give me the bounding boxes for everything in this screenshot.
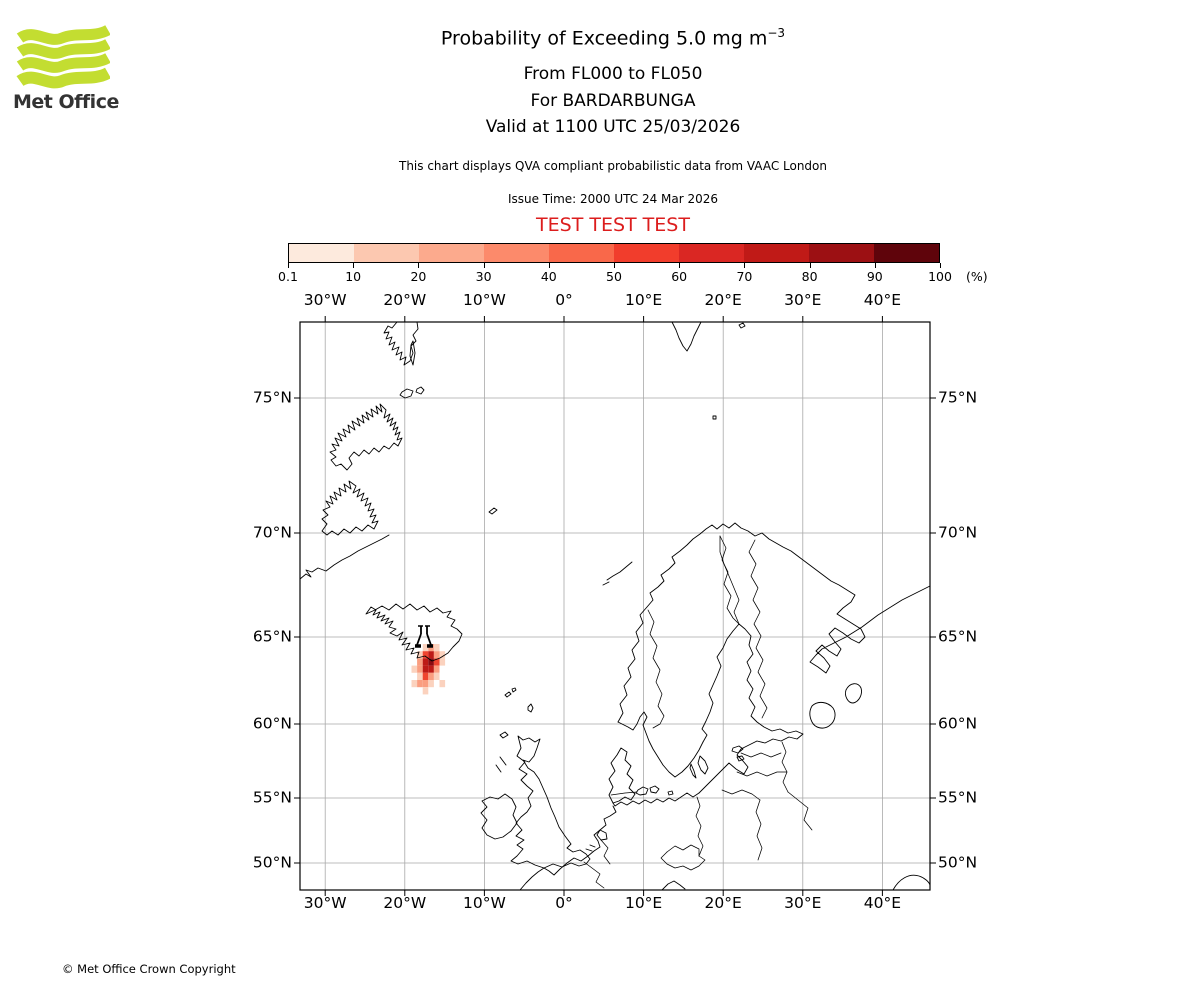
hazard-cells-layer bbox=[412, 644, 446, 694]
hazard-cell bbox=[417, 658, 423, 665]
colorbar-tick-label: 100 bbox=[928, 269, 952, 284]
hazard-cell bbox=[423, 658, 429, 665]
lon-label-top: 40°E bbox=[863, 291, 902, 309]
lat-label-right: 50°N bbox=[938, 853, 978, 872]
colorbar-tick bbox=[744, 263, 745, 268]
hazard-cell bbox=[412, 666, 418, 673]
lat-label-left: 60°N bbox=[252, 714, 292, 733]
graticule-layer bbox=[300, 322, 930, 890]
hazard-cell bbox=[440, 658, 446, 665]
probability-colorbar bbox=[288, 243, 940, 263]
lat-label-right: 60°N bbox=[938, 714, 978, 733]
met-office-logo-text: Met Office bbox=[13, 91, 119, 113]
country-borders-layer bbox=[584, 536, 812, 888]
colorbar-tick-label: 0.1 bbox=[278, 269, 298, 284]
copyright-text: © Met Office Crown Copyright bbox=[62, 962, 236, 976]
colorbar-tick-label: 90 bbox=[866, 269, 883, 284]
colorbar-tick-label: 70 bbox=[736, 269, 753, 284]
hazard-cell bbox=[412, 680, 418, 687]
coastlines-layer bbox=[300, 322, 930, 890]
colorbar-segment bbox=[679, 244, 744, 262]
hazard-cell bbox=[434, 666, 440, 673]
lon-label-top: 20°W bbox=[383, 291, 427, 309]
hazard-cell bbox=[417, 680, 423, 687]
colorbar-segment bbox=[874, 244, 939, 262]
colorbar-segment bbox=[614, 244, 679, 262]
colorbar-tick-label: 20 bbox=[410, 269, 427, 284]
lat-label-right: 75°N bbox=[938, 388, 978, 407]
colorbar-tick bbox=[679, 263, 680, 268]
lon-label-top: 20°E bbox=[704, 291, 742, 309]
hazard-cell bbox=[428, 673, 434, 680]
lon-label-top: 30°W bbox=[303, 291, 347, 309]
hazard-cell bbox=[440, 680, 446, 687]
colorbar-segment bbox=[549, 244, 614, 262]
colorbar-tick bbox=[614, 263, 615, 268]
hazard-cell bbox=[423, 673, 429, 680]
hazard-cell bbox=[428, 666, 434, 673]
colorbar-segment bbox=[809, 244, 874, 262]
test-banner: TEST TEST TEST bbox=[536, 214, 690, 236]
lon-label-top: 30°E bbox=[784, 291, 822, 309]
hazard-cell bbox=[428, 680, 434, 687]
colorbar-tick-label: 50 bbox=[606, 269, 622, 284]
lon-label-bottom: 30°W bbox=[303, 894, 347, 912]
lat-label-left: 75°N bbox=[252, 388, 292, 407]
colorbar-segment bbox=[289, 244, 354, 262]
colorbar-tick bbox=[288, 263, 289, 268]
lat-label-left: 65°N bbox=[252, 627, 292, 646]
colorbar-tick-label: 60 bbox=[671, 269, 688, 284]
lon-label-top: 0° bbox=[555, 291, 573, 309]
hazard-cell bbox=[423, 687, 429, 694]
page-subtitle bbox=[13, 61, 1200, 141]
colorbar-tick-label: 40 bbox=[540, 269, 557, 284]
colorbar-segment bbox=[484, 244, 549, 262]
lat-label-right: 55°N bbox=[938, 788, 978, 807]
lon-label-bottom: 10°W bbox=[462, 894, 506, 912]
hazard-cell bbox=[417, 666, 423, 673]
lat-label-left: 50°N bbox=[252, 853, 292, 872]
lon-label-bottom: 20°E bbox=[704, 894, 742, 912]
colorbar-tick-label: 30 bbox=[475, 269, 492, 284]
colorbar-tick bbox=[875, 263, 876, 268]
lon-label-top: 10°E bbox=[624, 291, 663, 309]
page-title: Probability of Exceeding 5.0 mg $m^{-3}$ bbox=[440, 26, 786, 50]
colorbar-tick bbox=[549, 263, 550, 268]
colorbar-tick bbox=[940, 263, 941, 268]
colorbar-tick-label: 10 bbox=[345, 269, 362, 284]
lat-label-right: 65°N bbox=[938, 627, 978, 646]
subtitle-volcano: For BARDARBUNGA bbox=[530, 90, 696, 111]
hazard-cell bbox=[423, 680, 429, 687]
hazard-cell bbox=[434, 651, 440, 658]
subtitle-flight-levels: From FL000 to FL050 bbox=[523, 64, 703, 84]
lon-label-bottom: 30°E bbox=[784, 894, 822, 912]
subtitle-valid-time: Valid at 1100 UTC 25/03/2026 bbox=[485, 117, 741, 137]
colorbar-tick bbox=[353, 263, 354, 268]
hazard-cell bbox=[428, 651, 434, 658]
hazard-cell bbox=[423, 666, 429, 673]
colorbar-tick bbox=[484, 263, 485, 268]
lon-label-bottom: 20°W bbox=[383, 894, 427, 912]
lon-label-bottom: 40°E bbox=[863, 894, 902, 912]
hazard-cell bbox=[417, 673, 423, 680]
colorbar-segment bbox=[744, 244, 809, 262]
lon-label-bottom: 10°E bbox=[624, 894, 663, 912]
qva-note: This chart displays QVA compliant probabilistic data from VAAC London bbox=[399, 159, 827, 173]
hazard-cell bbox=[434, 644, 440, 651]
lon-label-top: 10°W bbox=[462, 291, 506, 309]
lat-label-right: 70°N bbox=[938, 523, 978, 542]
lat-label-left: 55°N bbox=[252, 788, 292, 807]
lon-label-bottom: 0° bbox=[555, 894, 573, 912]
map-canvas bbox=[292, 314, 938, 898]
colorbar-segment bbox=[419, 244, 484, 262]
colorbar-segment bbox=[354, 244, 419, 262]
colorbar-tick bbox=[418, 263, 419, 268]
colorbar-tick-label: 80 bbox=[801, 269, 818, 284]
issue-time: Issue Time: 2000 UTC 24 Mar 2026 bbox=[507, 192, 719, 206]
colorbar-unit-label: (%) bbox=[966, 269, 988, 284]
lat-label-left: 70°N bbox=[252, 523, 292, 542]
hazard-cell bbox=[434, 673, 440, 680]
colorbar-tick bbox=[810, 263, 811, 268]
volcano-icon bbox=[415, 626, 433, 646]
